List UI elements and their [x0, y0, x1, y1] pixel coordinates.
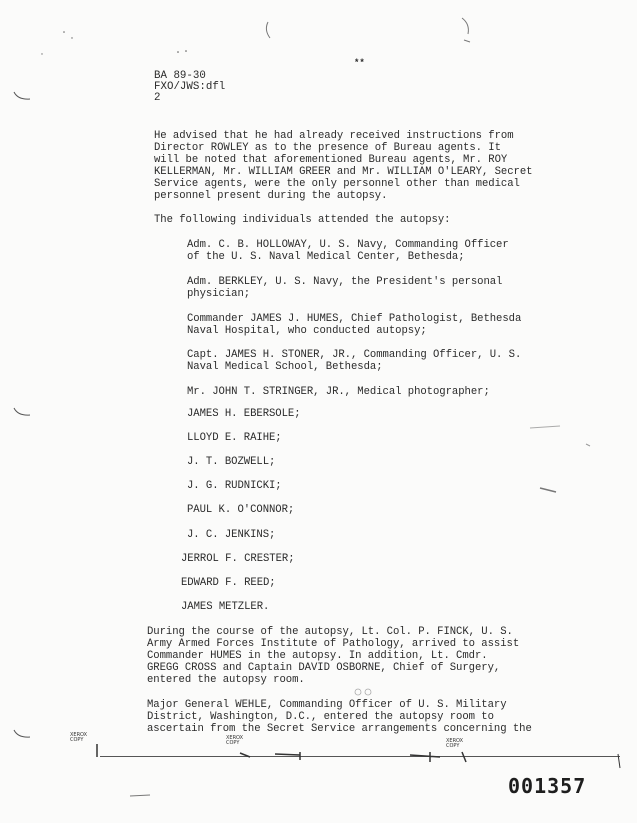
text-line: KELLERMAN, Mr. WILLIAM GREER and Mr. WILLIAM O'LEARY, Secret	[154, 166, 533, 178]
attendee-entry: Mr. JOHN T. STRINGER, JR., Medical photographer;	[187, 386, 490, 398]
file-number: BA 89-30	[154, 70, 206, 82]
page-number: 2	[154, 92, 161, 104]
attendee-entry: Adm. C. B. HOLLOWAY, U. S. Navy, Commanding Officer	[187, 239, 509, 251]
attendee-entry: JERROL F. CRESTER;	[181, 553, 295, 565]
attendee-entry: Adm. BERKLEY, U. S. Navy, the President's personal	[187, 276, 503, 288]
attendees-intro: The following individuals attended the autopsy:	[154, 214, 451, 226]
text-line: Commander HUMES in the autopsy. In addition, Lt. Cmdr.	[147, 650, 488, 662]
text-line: personnel present during the autopsy.	[154, 190, 388, 202]
initials: FXO/JWS:dfl	[154, 81, 226, 93]
text-line: During the course of the autopsy, Lt. Col. P. FINCK, U. S.	[147, 626, 513, 638]
attendee-entry: LLOYD E. RAIHE;	[187, 432, 282, 444]
xerox-copy-stamp: XEROX COPY	[446, 738, 464, 749]
xerox-copy-stamp: XEROX COPY	[70, 732, 88, 743]
text-line: Director ROWLEY as to the presence of Bureau agents. It	[154, 142, 501, 154]
attendee-entry: J. G. RUDNICKI;	[187, 480, 282, 492]
text-line: entered the autopsy room.	[147, 674, 305, 686]
xerox-copy-stamp: XEROX COPY	[226, 735, 244, 746]
attendee-entry: Capt. JAMES H. STONER, JR., Commanding Officer, U. S.	[187, 349, 522, 361]
attendee-entry: J. T. BOZWELL;	[187, 456, 276, 468]
attendee-entry: J. C. JENKINS;	[187, 529, 276, 541]
attendee-entry-cont: of the U. S. Naval Medical Center, Bethesda;	[187, 251, 465, 263]
attendee-entry-cont: Naval Hospital, who conducted autopsy;	[187, 325, 427, 337]
star-marks: **	[354, 58, 365, 68]
text-line: Major General WEHLE, Commanding Officer of U. S. Military	[147, 699, 507, 711]
text-line: He advised that he had already received instructions from	[154, 130, 514, 142]
document-number: 001357	[508, 774, 587, 798]
text-line: ascertain from the Secret Service arrangements concerning the	[147, 723, 532, 735]
attendee-entry: JAMES H. EBERSOLE;	[187, 408, 301, 420]
text-line: District, Washington, D.C., entered the autopsy room to	[147, 711, 494, 723]
attendee-entry: JAMES METZLER.	[181, 601, 270, 613]
attendee-entry: Commander JAMES J. HUMES, Chief Pathologist, Bethesda	[187, 313, 522, 325]
text-line: GREGG CROSS and Captain DAVID OSBORNE, Chief of Surgery,	[147, 662, 501, 674]
text-line: Service agents, were the only personnel other than medical	[154, 178, 520, 190]
text-line: will be noted that aforementioned Bureau agents, Mr. ROY	[154, 154, 508, 166]
attendee-entry: EDWARD F. REED;	[181, 577, 276, 589]
attendee-entry-cont: physician;	[187, 288, 251, 300]
attendee-entry: PAUL K. O'CONNOR;	[187, 504, 295, 516]
attendee-entry-cont: Naval Medical School, Bethesda;	[187, 361, 383, 373]
text-line: Army Armed Forces Institute of Pathology, arrived to assist	[147, 638, 520, 650]
